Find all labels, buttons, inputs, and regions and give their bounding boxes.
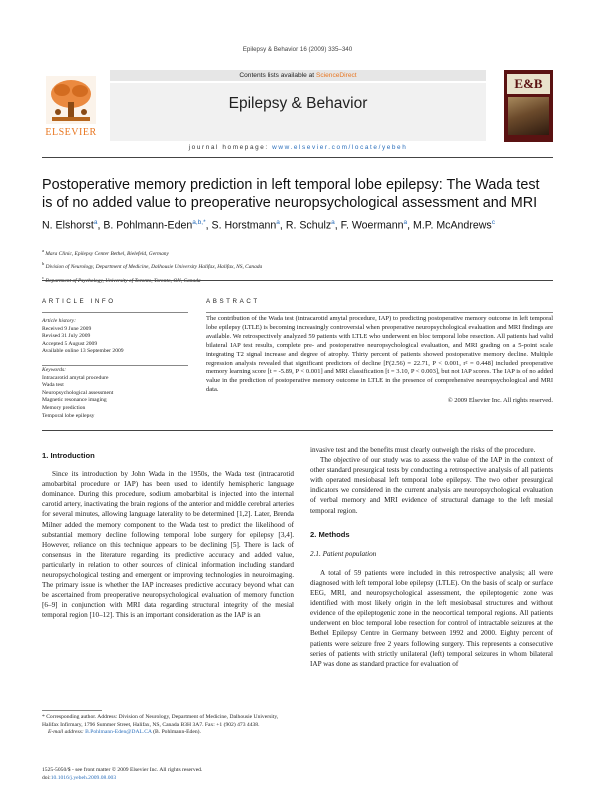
section-heading: 1. Introduction (42, 451, 95, 460)
keywords-label: Keywords: (42, 366, 67, 373)
author-list: N. Elshorst$^a$, B. Pohlmann-Eden$^{a,b,*}$, S. Horstmann$^a$, R. Schulz$^a$, F. Woermann$^a$, M.P. McAndrews$^c$ (42, 219, 495, 232)
article-info (42, 298, 188, 420)
elsevier-tree-icon (46, 76, 96, 124)
footnote (42, 714, 294, 737)
journal-band (110, 70, 486, 154)
article-history (42, 318, 188, 356)
affiliation: $^c$ Department of Psychology, University of Toronto, Toronto, ON, Canada (42, 274, 201, 284)
author-name: B. Pohlmann-Eden (103, 219, 193, 232)
keyword: Magnetic resonance imaging (42, 397, 107, 404)
keyword: Memory prediction (42, 404, 86, 411)
doi-link[interactable]: 10.1016/j.yebeh.2009.08.003 (50, 774, 117, 781)
issn-line: 1525-5050/$ - see front matter © 2009 Elsevier Inc. All rights reserved. (42, 767, 203, 773)
history-item: Revised 31 July 2009 (42, 333, 91, 340)
journal-title-box (110, 83, 486, 141)
copyright: © 2009 Elsevier Inc. All rights reserved. (447, 397, 553, 405)
cover-logo: E&B (507, 74, 550, 94)
paragraph: Since its introduction by John Wada in the 1950s, the Wada test (intracarotid amobarbital procedure or IAP) has been used to identify hemispheric language dominance. During this procedure, sodium amobarbital is injected into the internal carotid artery, inactivating the brain regions of the anterior and middle cerebral arteries for several minutes, allowing language laterality to be determined [1,2]. Later, Brenda Milner added the memory component to the Wada test to predict the likelihood of substantial memory decline following temporal lobe surgery for epilepsy [3,4]. However, reliance on this technique appears to be declining [5]. There is lack of consensus in the literature regarding its predictive accuracy and added value, particularly in relation to other sources of clinical information including standard neuropsychological testing and emergent or improving technologies in neuroimaging. The primary issue is whether the IAP increases predictive accuracy beyond what can be ascertained from preoperative neuropsychological evaluation of memory function [6–9] in conjunction with MRI data regarding structural integrity of the mesial temporal region [10–12]. This is an important consideration as the IAP is an (42, 470, 294, 620)
keyword: Temporal lobe epilepsy (42, 412, 95, 419)
header-rule (42, 280, 553, 281)
journal-homepage (110, 142, 486, 154)
author-name: M.P. McAndrews (413, 219, 492, 232)
keywords-rule (42, 365, 188, 366)
running-head: Epilepsy & Behavior 16 (2009) 335–340 (242, 46, 353, 53)
body-column-right (310, 445, 553, 669)
front-matter-info (42, 767, 294, 783)
journal-cover (504, 70, 553, 142)
paragraph: invasive test and the benefits must clearly outweigh the risks of the procedure. (310, 446, 536, 454)
journal-title: Epilepsy & Behavior (228, 95, 368, 112)
author-sup[interactable]: a,b,* (192, 219, 206, 226)
abstract-text: The contribution of the Wada test (intracarotid amytal procedure, IAP) to predicting postoperative memory outcome in left temporal lobe epilepsy (LTLE) is becoming increasingly controversial when preoperative neuropsychological evaluation and MRI findings are available. We retrospectively analyzed 59 patients with LTLE who underwent en bloc temporal lobe resection. All patients had valid bilateral IAP test results, complete pre- and postoperative neuropsychological evaluation, and MRI grading on a 5-point scale integrating T2 signal increase and degree of atrophy. Thirty percent of patients showed postoperative memory decline. Multiple regression analysis revealed that significant predictors of decline [F(2.56) = 22.71, P < 0.001, r² = 0.448] included preoperative memory learning score [t = -5.89, P < 0.001] and MRI classification [t = 3.10, P < 0.003], but not IAP scores. The IAP is of no added value in the prediction of postoperative memory outcome in LTLE in the presence of comprehensive neuropsychological and MRI data. (206, 315, 553, 394)
abstract (206, 298, 553, 404)
section-heading: 2. Methods (310, 529, 350, 539)
sciencedirect-link[interactable]: ScienceDirect (315, 72, 357, 79)
keywords (42, 367, 188, 420)
keyword: Intracarotid amytal procedure (42, 374, 109, 381)
homepage-link[interactable]: www.elsevier.com/locate/yebeh (272, 144, 408, 151)
contents-prefix: Contents lists available at (239, 72, 316, 79)
author-sup[interactable]: a (403, 219, 408, 226)
abstract-bottom-rule (42, 430, 553, 431)
author-name: F. Woermann (340, 219, 404, 232)
abstract-heading: ABSTRACT (206, 298, 260, 305)
history-label: Article history: (42, 318, 77, 324)
masthead-rule (42, 157, 553, 158)
author-sup[interactable]: a (93, 219, 98, 226)
abstract-rule (206, 312, 553, 313)
article-info-heading: ARTICLE INFO (42, 298, 116, 305)
footnote-rule (42, 710, 102, 711)
email-link[interactable]: B.Pohlmann-Eden@DAL.CA (85, 729, 152, 736)
subsection-heading: 2.1. Patient population (310, 549, 377, 558)
author-sup[interactable]: a (276, 219, 280, 226)
keyword: Neuropsychological assessment (42, 389, 114, 396)
body-column-left (42, 451, 294, 621)
author-name: S. Horstmann (211, 219, 277, 232)
history-item: Available online 13 September 2009 (42, 348, 124, 355)
article-info-rule (42, 312, 188, 313)
publisher-name: ELSEVIER (45, 127, 97, 138)
contents-bar (110, 70, 486, 81)
author-name: R. Schulz (285, 219, 332, 232)
history-item: Accepted 5 August 2009 (42, 340, 98, 347)
paragraph: A total of 59 patients were included in this retrospective analysis; all were diagnosed with left temporal lobe epilepsy (LTLE). On the basis of scalp or surface EEG, MRI, and neuropsychological assessment, the epileptogenic zone was identified with most likely origin in the left mesiobasal structures and without evidence of the epileptogenic zone in the neocortical temporal regions. All patients underwent en bloc temporal lobe resection for control of intractable seizures at the Bethel Epilepsy Centre in Germany between 1992 and 2000. Eighty percent of patients were seizure free 2 years following surgery. This represents a consecutive series of patients with strictly unilateral (left) temporal seizures in whom bilateral IAP was done as standard practice for evaluation of (310, 568, 553, 668)
author-sup[interactable]: c (491, 219, 495, 226)
corresponding-author-note: * Corresponding author. Address: Division of Neurology, Department of Medicine, Dalhousie University, Halifax Infirmary, 1796 Summer Street, Halifax, NS, Canada B3H 3A7. Fax: +1 (902) 473 4438. (42, 714, 279, 728)
affiliation: $^b$ Division of Neurology, Department of Medicine, Dalhousie University Halifax, Halifax, NS, Canada (42, 261, 263, 271)
history-item: Received 9 June 2009 (42, 325, 92, 332)
article-title: Postoperative memory prediction in left temporal lobe epilepsy: The Wada test is of no added value to preoperative neuropsychological assessment and MRI (42, 177, 540, 211)
doi-line: doi:10.1016/j.yebeh.2009.08.003 (42, 774, 117, 781)
cover-image (508, 97, 549, 135)
email-line: E-mail address: B.Pohlmann-Eden@DAL.CA (B. Pohlmann-Eden). (48, 729, 201, 736)
affiliation: $^a$ Mara Clinic, Epilepsy Center Bethel, Bielefeld, Germany (42, 248, 169, 257)
paragraph: The objective of our study was to assess the value of the IAP in the context of other standard presurgical tests by conducting a retrospective analysis of all patients with operated mesiobasal left temporal lobe epilepsy. The two other presurgical indicators we considered in the current analysis are neuropsychological evaluation of verbal memory and MRI evidence of structural damage to the left mesial temporal region. (310, 456, 553, 515)
author-name: N. Elshorst (42, 219, 94, 232)
elsevier-logo (42, 70, 100, 154)
journal-masthead (42, 70, 553, 154)
keyword: Wada test (42, 382, 64, 389)
homepage-prefix: journal homepage: (188, 144, 273, 151)
author-sup[interactable]: a (331, 219, 335, 226)
